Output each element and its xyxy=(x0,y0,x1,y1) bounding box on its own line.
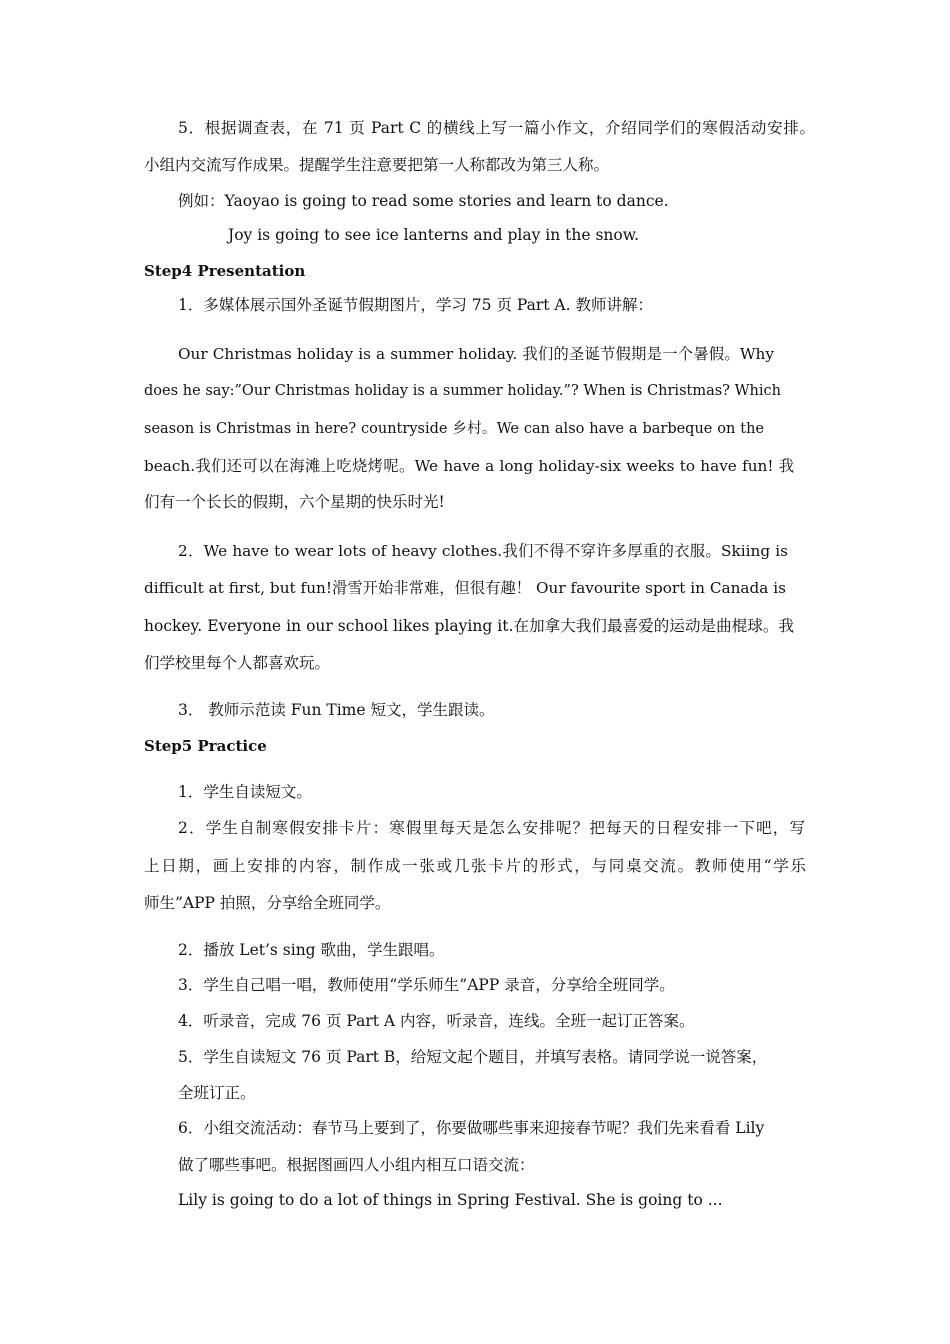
step5-item2-line3: 师生”APP 拍照，分享给全班同学。 xyxy=(144,894,391,912)
step4-para2-line3: hockey. Everyone in our school likes playing it.在加拿大我们最喜爱的运动是曲棍球。我 xyxy=(144,617,794,635)
step4-para1-line4: beach.我们还可以在海滩上吃烧烤呢。We have a long holiday-six weeks to have fun! 我 xyxy=(144,457,794,475)
step4-para2-line4: 们学校里每个人都喜欢玩。 xyxy=(144,654,331,672)
step5-item6-line2: 做了哪些事吧。根据图画四人小组内相互口语交流： xyxy=(178,1156,535,1174)
step4-para1-line5: 们有一个长长的假期，六个星期的快乐时光! xyxy=(144,493,445,511)
step5-item3: 3．学生自己唱一唱，教师使用“学乐师生”APP 录音，分享给全班同学。 xyxy=(178,976,675,994)
step4-para1-line3: season is Christmas in here? countryside 乡村。We can also have a barbeque on the xyxy=(144,421,764,437)
step5-item2-line1: 2．学生自制寒假安排卡片：寒假里每天是怎么安排呢？把每天的日程安排一下吧，写 xyxy=(178,819,805,837)
step4-para1-line2: does he say:”Our Christmas holiday is a summer holiday.”? When is Christmas? Which xyxy=(144,383,781,399)
example-line1: 例如：Yaoyao is going to read some stories and learn to dance. xyxy=(178,192,669,210)
step4-item3: 3． 教师示范读 Fun Time 短文，学生跟读。 xyxy=(178,701,495,719)
intro-item5-line1: 5．根据调查表，在 71 页 Part C 的横线上写一篇小作文，介绍同学们的寒假活动安排。 xyxy=(178,119,815,137)
step5-item6-line3: Lily is going to do a lot of things in Spring Festival. She is going to ... xyxy=(178,1191,723,1209)
step5-item4: 4．听录音，完成 76 页 Part A 内容，听录音，连线。全班一起订正答案。 xyxy=(178,1012,695,1030)
step4-para2-line1: 2．We have to wear lots of heavy clothes.我们不得不穿许多厚重的衣服。Skiing is xyxy=(178,542,788,560)
step4-item1: 1．多媒体展示国外圣诞节假期图片，学习 75 页 Part A. 教师讲解： xyxy=(178,296,653,314)
step5-item5-line2: 全班订正。 xyxy=(178,1084,256,1102)
example-line2: Joy is going to see ice lanterns and play in the snow. xyxy=(228,226,640,244)
step4-heading: Step4 Presentation xyxy=(144,262,306,280)
step5-item2b: 2．播放 Let’s sing 歌曲，学生跟唱。 xyxy=(178,941,445,959)
step5-item5-line1: 5．学生自读短文 76 页 Part B，给短文起个题目，并填写表格。请同学说一说答案， xyxy=(178,1048,768,1066)
step5-heading: Step5 Practice xyxy=(144,737,267,755)
step4-para2-line2: difficult at first, but fun!滑雪开始非常难，但很有趣！ Our favourite sport in Canada is xyxy=(144,579,786,597)
intro-item5-line2: 小组内交流写作成果。提醒学生注意要把第一人称都改为第三人称。 xyxy=(144,156,610,174)
step5-item1: 1．学生自读短文。 xyxy=(178,783,312,801)
step5-item2-line2: 上日期，画上安排的内容，制作成一张或几张卡片的形式，与同桌交流。教师使用“学乐 xyxy=(144,857,806,875)
step5-item6-line1: 6．小组交流活动：春节马上要到了，你要做哪些事来迎接春节呢？我们先来看看 Lily xyxy=(178,1119,765,1137)
step4-para1-line1: Our Christmas holiday is a summer holiday. 我们的圣诞节假期是一个暑假。Why xyxy=(178,345,774,363)
